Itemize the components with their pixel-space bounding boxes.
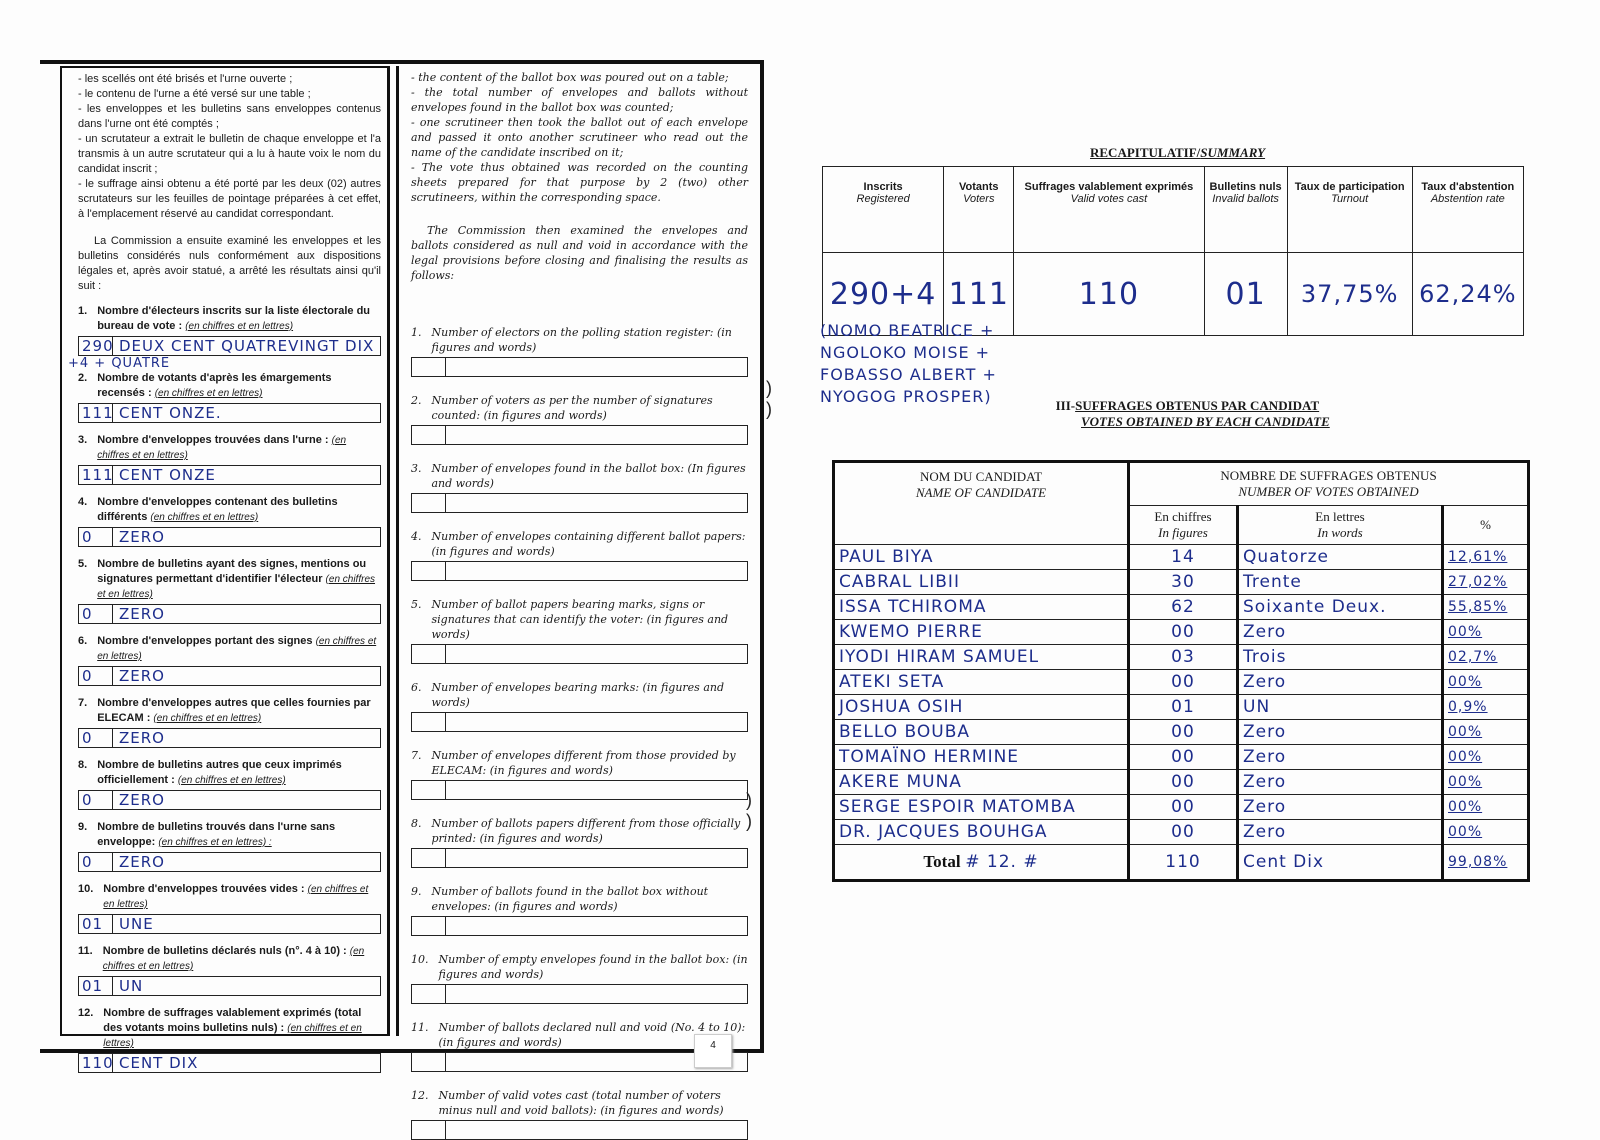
candidate-percent: 00% <box>1443 620 1529 645</box>
answer-field[interactable] <box>78 976 381 996</box>
figure-value: 111 <box>79 466 113 484</box>
summary-table <box>822 166 1524 336</box>
answer-field[interactable] <box>411 644 748 664</box>
header-voters: Votants Voters <box>944 167 1014 253</box>
item-sub: (en chiffres et en lettres) <box>177 775 286 786</box>
candidate-figures: 62 <box>1129 595 1238 620</box>
voters-value: 111 <box>944 253 1014 336</box>
item-number: 10. <box>411 953 429 966</box>
header-abstention: Taux d'abstention Abstention rate <box>1412 167 1523 253</box>
answer-field[interactable] <box>411 984 748 1004</box>
words-value: CENT ONZE. <box>119 403 222 422</box>
item-number: 5. <box>411 598 422 611</box>
item-label: Nombre de bulletins autres que ceux imprimés officiellement : <box>97 759 342 786</box>
item-number: 8. <box>78 759 88 771</box>
item-label: Nombre de bulletins trouvés dans l'urne sans enveloppe: <box>97 821 336 848</box>
candidate-row <box>834 595 1529 620</box>
item-label: Nombre d'enveloppes autres que celles fournies par ELECAM : <box>97 697 371 724</box>
figure-value: 01 <box>79 915 113 933</box>
total-row <box>834 845 1529 881</box>
en-item-3 <box>411 461 748 513</box>
candidate-name: KWEMO PIERRE <box>834 620 1129 645</box>
fr-bullet: - les enveloppes et les bulletins sans enveloppes contenus dans l'urne ont été comptés ; <box>78 103 381 130</box>
fr-bullet: - un scrutateur a extrait le bulletin de chaque enveloppe et l'a transmis à un autre scrutateur qui a lu à haute voix le nom du candidat inscrit ; <box>78 133 381 175</box>
candidate-figures: 14 <box>1129 545 1238 570</box>
item-number: 3. <box>411 462 422 475</box>
candidate-figures: 30 <box>1129 570 1238 595</box>
candidate-words: Trente <box>1238 570 1443 595</box>
header-percent: % <box>1443 506 1529 545</box>
candidate-figures: 00 <box>1129 620 1238 645</box>
fr-item-4 <box>78 495 381 547</box>
item-sub: (en chiffres et en lettres) <box>103 884 369 910</box>
candidate-row <box>834 770 1529 795</box>
figure-value: 0 <box>79 791 113 809</box>
candidate-row <box>834 670 1529 695</box>
answer-field[interactable] <box>411 1120 748 1140</box>
en-bullet: - the content of the ballot box was poured out on a table; <box>411 71 729 84</box>
item-number: 11. <box>78 945 93 957</box>
en-item-9 <box>411 884 748 936</box>
candidate-words: Quatorze <box>1238 545 1443 570</box>
item-sub: (en chiffres et en lettres) <box>153 713 262 724</box>
en-bullet: - the total number of envelopes and ballots without envelopes found in the ballot box was counted; <box>411 86 748 114</box>
candidate-percent: 55,85% <box>1443 595 1529 620</box>
answer-field[interactable] <box>411 357 748 377</box>
figure-value: 0 <box>79 528 113 546</box>
item-number: 8. <box>411 817 422 830</box>
candidate-percent: 02,7% <box>1443 645 1529 670</box>
registered-value: 290+4 <box>823 253 944 336</box>
item-label: Number of ballots found in the ballot box without envelopes: (in figures and words) <box>431 885 709 913</box>
candidate-name: JOSHUA OSIH <box>834 695 1129 720</box>
candidate-name: TOMAÏNO HERMINE <box>834 745 1129 770</box>
answer-field[interactable] <box>78 666 381 686</box>
candidate-words: Zero <box>1238 720 1443 745</box>
turnout-value: 37,75% <box>1287 253 1412 336</box>
candidate-row <box>834 545 1529 570</box>
cand-header-row-1 <box>834 462 1529 506</box>
words-value: ZERO <box>119 527 165 546</box>
item-label: Number of ballot papers bearing marks, signs or signatures that can identify the voter: (in figures and words) <box>431 598 729 641</box>
answer-field[interactable] <box>78 914 381 934</box>
fr-item-8 <box>78 758 381 810</box>
fr-item-2 <box>78 371 381 423</box>
candidate-row <box>834 620 1529 645</box>
en-item-2 <box>411 393 748 445</box>
english-column <box>396 66 756 1117</box>
fr-item-5 <box>78 557 381 624</box>
item-number: 6. <box>78 635 88 647</box>
item-number: 5. <box>78 558 88 570</box>
item-number: 7. <box>78 697 88 709</box>
item-number: 2. <box>78 372 88 384</box>
invalid-ballots-value: 01 <box>1204 253 1287 336</box>
fr-bullet: - le contenu de l'urne a été versé sur une table ; <box>78 88 311 100</box>
item-sub: (en chiffres et en lettres) <box>150 512 259 523</box>
candidate-words: UN <box>1238 695 1443 720</box>
margin-mark: ) ) <box>746 790 752 831</box>
item-number: 11. <box>411 1021 429 1034</box>
item-number: 3. <box>78 434 88 446</box>
candidate-row <box>834 570 1529 595</box>
en-item-8 <box>411 816 748 868</box>
item-label: Number of ballots declared null and void (No. 4 to 10): (in figures and words) <box>438 1021 746 1049</box>
candidate-row <box>834 645 1529 670</box>
answer-field[interactable] <box>78 728 381 748</box>
words-value: ZERO <box>119 666 165 685</box>
words-value: UN <box>119 976 144 995</box>
candidate-name: SERGE ESPOIR MATOMBA <box>834 795 1129 820</box>
words-value: ZERO <box>119 852 165 871</box>
figure-value: 0 <box>79 729 113 747</box>
words-value: CENT DIX <box>119 1053 199 1072</box>
fr-item-1 <box>68 304 381 371</box>
header-in-figures: En chiffres In figures <box>1129 506 1238 545</box>
total-figures: 110 <box>1129 845 1238 881</box>
candidate-words: Zero <box>1238 620 1443 645</box>
candidate-name: DR. JACQUES BOUHGA <box>834 820 1129 845</box>
candidate-words: Zero <box>1238 745 1443 770</box>
words-value: UNE <box>119 914 154 933</box>
header-in-words: En lettres In words <box>1238 506 1443 545</box>
en-paragraph: The Commission then examined the envelopes and ballots considered as null and void in accordance with the legal provisions before closing and finalising the results as follows: <box>411 224 748 282</box>
header-registered: Inscrits Registered <box>823 167 944 253</box>
figure-value: 290 <box>79 337 113 355</box>
answer-field[interactable] <box>78 790 381 810</box>
candidate-name: ATEKI SETA <box>834 670 1129 695</box>
item-number: 9. <box>78 821 88 833</box>
header-turnout: Taux de participation Turnout <box>1287 167 1412 253</box>
valid-votes-value: 110 <box>1014 253 1204 336</box>
candidate-row <box>834 695 1529 720</box>
candidate-percent: 00% <box>1443 795 1529 820</box>
candidate-row <box>834 795 1529 820</box>
fr-item-3 <box>78 433 381 485</box>
candidate-name: CABRAL LIBII <box>834 570 1129 595</box>
answer-field[interactable] <box>78 336 381 356</box>
answer-field[interactable] <box>411 848 748 868</box>
en-item-12 <box>411 1088 748 1140</box>
item-label: Nombre de bulletins déclarés nuls (n°. 4 à 10) : <box>102 945 347 957</box>
fr-item-10 <box>78 882 381 934</box>
candidates-table <box>832 460 1530 882</box>
candidate-words: Trois <box>1238 645 1443 670</box>
answer-field[interactable] <box>411 712 748 732</box>
candidate-row <box>834 720 1529 745</box>
candidate-name: BELLO BOUBA <box>834 720 1129 745</box>
item-sub: (en chiffres et en lettres) <box>103 1023 362 1049</box>
item-label: Nombre d'enveloppes portant des signes <box>97 635 313 647</box>
item-number: 9. <box>411 885 422 898</box>
answer-field[interactable] <box>411 425 748 445</box>
candidate-figures: 00 <box>1129 670 1238 695</box>
item-label: Number of envelopes containing different ballot papers: (in figures and words) <box>431 530 746 558</box>
item-number: 1. <box>78 305 88 317</box>
candidate-words: Zero <box>1238 670 1443 695</box>
candidate-figures: 00 <box>1129 795 1238 820</box>
candidate-figures: 00 <box>1129 770 1238 795</box>
answer-field[interactable] <box>78 604 381 624</box>
fr-paragraph: La Commission a ensuite examiné les enveloppes et les bulletins considérés nuls conformément aux dispositions légales et, après avoir statué, a arrêté les résultats ainsi qu'il suit : <box>78 235 381 292</box>
total-percent: 99,08% <box>1443 845 1529 881</box>
figure-value: 0 <box>79 605 113 623</box>
candidate-percent: 00% <box>1443 745 1529 770</box>
answer-field[interactable] <box>78 852 381 872</box>
header-candidate-name: NOM DU CANDIDAT NAME OF CANDIDATE <box>834 462 1129 545</box>
summary-title: RECAPITULATIF/SUMMARY <box>1090 145 1266 160</box>
total-label-cell: Total # 12. # <box>834 845 1129 881</box>
section-title: III-SUFFRAGES OBTENUS PAR CANDIDAT VOTES OBTAINED BY EACH CANDIDATE <box>1055 398 1330 429</box>
candidate-figures: 00 <box>1129 720 1238 745</box>
words-value: CENT ONZE <box>119 465 216 484</box>
item-sub: (en chiffres et en lettres) <box>185 321 294 332</box>
candidate-figures: 00 <box>1129 745 1238 770</box>
fr-bullet: - les scellés ont été brisés et l'urne ouverte ; <box>78 73 293 85</box>
fr-item-9 <box>78 820 381 872</box>
candidate-figures: 00 <box>1129 820 1238 845</box>
candidate-words: Soixante Deux. <box>1238 595 1443 620</box>
figure-value: 0 <box>79 853 113 871</box>
item-sub: (en chiffres et en lettres) <box>102 946 365 972</box>
candidate-figures: 03 <box>1129 645 1238 670</box>
candidate-name: AKERE MUNA <box>834 770 1129 795</box>
item-sub: (en chiffres et en lettres) <box>97 636 377 662</box>
words-value: ZERO <box>119 604 165 623</box>
header-valid-votes: Suffrages valablement exprimés Valid votes cast <box>1014 167 1204 253</box>
item-sub: (en chiffres et en lettres) <box>97 574 376 600</box>
item-sub: (en chiffres et en lettres) : <box>158 837 272 848</box>
item-label: Number of envelopes different from those provided by ELECAM: (in figures and words) <box>431 749 736 777</box>
figure-value: 110 <box>79 1054 113 1072</box>
candidate-words: Zero <box>1238 795 1443 820</box>
candidate-row <box>834 820 1529 845</box>
answer-field[interactable] <box>411 916 748 936</box>
answer-field[interactable] <box>78 527 381 547</box>
candidate-name: ISSA TCHIROMA <box>834 595 1129 620</box>
item-number: 4. <box>78 496 88 508</box>
item-sub: (en chiffres et en lettres) <box>154 388 263 399</box>
item-number: 7. <box>411 749 422 762</box>
item-number: 6. <box>411 681 422 694</box>
item-sub: (en chiffres et en lettres) <box>97 435 347 461</box>
header-votes-obtained: NOMBRE DE SUFFRAGES OBTENUS NUMBER OF VOTES OBTAINED <box>1129 462 1529 506</box>
en-item-6 <box>411 680 748 732</box>
words-value: ZERO <box>119 728 165 747</box>
item-label: Number of electors on the polling station register: (in figures and words) <box>431 326 732 354</box>
figure-value: 01 <box>79 977 113 995</box>
item-label: Number of empty envelopes found in the ballot box: (in figures and words) <box>438 953 748 981</box>
french-column <box>60 66 390 1072</box>
item-label: Number of voters as per the number of signatures counted: (in figures and words) <box>431 394 713 422</box>
candidate-percent: 0,9% <box>1443 695 1529 720</box>
item-label: Nombre de votants d'après les émargements recensés : <box>97 372 332 399</box>
candidate-percent: 12,61% <box>1443 545 1529 570</box>
item-number: 2. <box>411 394 422 407</box>
item-label: Nombre de suffrages valablement exprimés (total des votants moins bulletins nuls) : <box>103 1007 362 1034</box>
answer-field[interactable] <box>78 403 381 423</box>
page-number: 4 <box>694 1034 732 1068</box>
fr-item-11 <box>78 944 381 996</box>
item-label: Number of envelopes found in the ballot box: (In figures and words) <box>431 462 746 490</box>
item-label: Nombre d'enveloppes trouvées vides : <box>103 883 305 895</box>
candidate-figures: 01 <box>1129 695 1238 720</box>
item-label: Nombre d'électeurs inscrits sur la liste électorale du bureau de vote : <box>97 305 371 332</box>
answer-field[interactable] <box>411 780 748 800</box>
en-item-1 <box>411 325 748 377</box>
item-number: 4. <box>411 530 422 543</box>
candidate-row <box>834 745 1529 770</box>
en-bullet: - The vote thus obtained was recorded on the counting sheets prepared for that purpose by 2 (two) other scrutineers, within the corresponding space. <box>411 161 748 204</box>
en-item-10 <box>411 952 748 1004</box>
summary-header-row <box>823 167 1524 253</box>
item-label: Number of valid votes cast (total number of voters minus null and void ballots): (in figures and words) <box>438 1089 724 1117</box>
candidate-words: Zero <box>1238 820 1443 845</box>
en-item-4 <box>411 529 748 581</box>
item-number: 10. <box>78 883 94 895</box>
answer-field[interactable] <box>411 561 748 581</box>
handwritten-correction: +4 + QUATRE <box>68 356 171 371</box>
margin-mark: ) ) <box>766 378 772 419</box>
candidate-percent: 00% <box>1443 770 1529 795</box>
candidate-percent: 27,02% <box>1443 570 1529 595</box>
item-label: Number of ballots papers different from those officially printed: (in figures and words) <box>431 817 741 845</box>
item-label: Nombre d'enveloppes trouvées dans l'urne : <box>97 434 329 446</box>
item-label: Nombre d'enveloppes contenant des bulletins différents <box>97 496 338 523</box>
item-number: 12. <box>411 1089 429 1102</box>
item-number: 12. <box>78 1007 94 1019</box>
total-words: Cent Dix <box>1238 845 1443 881</box>
abstention-value: 62,24% <box>1412 253 1523 336</box>
en-bullet: - one scrutineer then took the ballot out of each envelope and passed it onto another scrutineer who read out the name of the candidate inscribed on it; <box>411 116 748 159</box>
item-label: Number of envelopes bearing marks: (in figures and words) <box>431 681 725 709</box>
handwritten-names-note: (NOMO BEATRICE + NGOLOKO MOISE + FOBASSO ALBERT + NYOGOG PROSPER) <box>820 321 997 406</box>
fr-bullet: - le suffrage ainsi obtenu a été porté par les deux (02) autres scrutateurs sur les feuilles de pointage préparées à cet effet, à l'emplacement réservé au candidat correspondant. <box>78 178 381 220</box>
candidate-words: Zero <box>1238 770 1443 795</box>
candidate-name: PAUL BIYA <box>834 545 1129 570</box>
en-item-7 <box>411 748 748 800</box>
answer-field[interactable] <box>411 493 748 513</box>
figure-value: 0 <box>79 667 113 685</box>
candidate-percent: 00% <box>1443 820 1529 845</box>
answer-field[interactable] <box>78 1053 381 1073</box>
item-label: Nombre de bulletins ayant des signes, mentions ou signatures permettant d'identifier l'électeur <box>97 558 367 585</box>
figure-value: 111 <box>79 404 113 422</box>
candidate-name: IYODI HIRAM SAMUEL <box>834 645 1129 670</box>
candidate-percent: 00% <box>1443 670 1529 695</box>
en-item-5 <box>411 597 748 664</box>
fr-item-6 <box>78 634 381 686</box>
fr-item-7 <box>78 696 381 748</box>
candidate-percent: 00% <box>1443 720 1529 745</box>
fr-item-12 <box>78 1006 381 1073</box>
item-number: 1. <box>411 326 422 339</box>
header-invalid-ballots: Bulletins nuls Invalid ballots <box>1204 167 1287 253</box>
words-value: DEUX CENT QUATREVINGT DIX <box>119 336 375 355</box>
answer-field[interactable] <box>78 465 381 485</box>
words-value: ZERO <box>119 790 165 809</box>
